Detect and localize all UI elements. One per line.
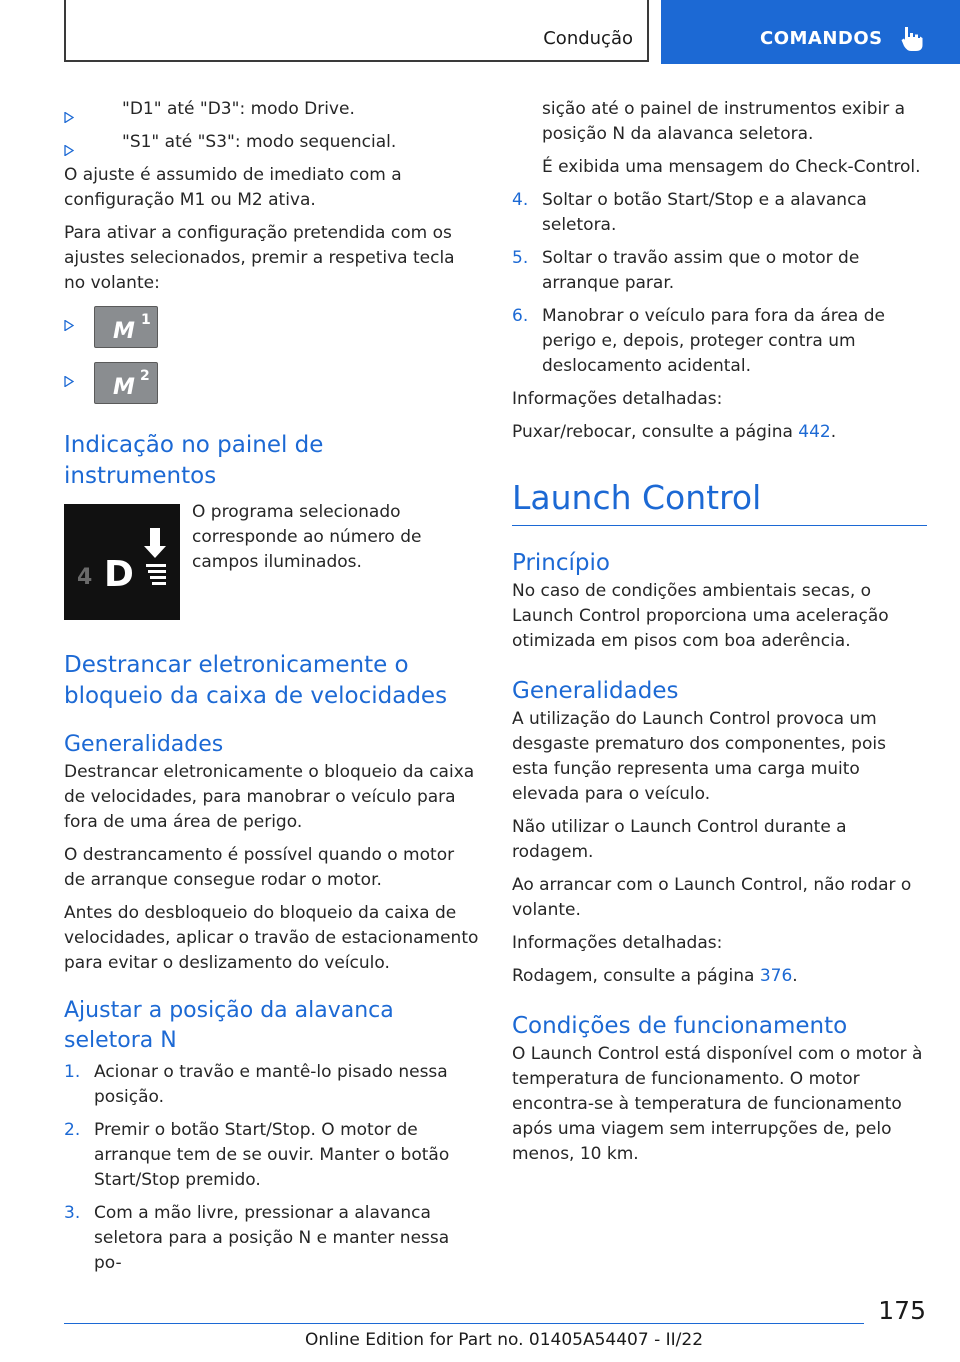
- step-text: Soltar o travão assim que o motor de arranque parar.: [542, 248, 860, 293]
- tow-text: Puxar/rebocar, consulte a página: [512, 422, 799, 442]
- step-text: Premir o botão Start/Stop. O motor de arranque tem de se ouvir. Manter o botão Start/Stop premido.: [94, 1120, 450, 1190]
- m1-button-row: [64, 306, 479, 350]
- step-text: Soltar o botão Start/Stop e a alavanca seletora.: [542, 190, 867, 235]
- footer-divider: [64, 1323, 864, 1324]
- info-label-1: Informações detalhadas:: [512, 389, 723, 409]
- principio-text: No caso de condições ambientais secas, o Launch Control proporciona uma aceleração otimizada em pisos com boa aderência.: [512, 581, 889, 651]
- display-letter: D: [104, 554, 134, 595]
- rodagem-text: Rodagem, consulte a página: [512, 966, 760, 986]
- bullet-triangle-icon: [64, 106, 74, 131]
- bullet-text: "D1" até "D3": modo Drive.: [122, 99, 355, 119]
- list-item: [64, 1060, 479, 1110]
- heading-generalidades-right: Generalidades: [512, 678, 679, 704]
- gen-paragraph-1: Destrancar eletronicamente o bloqueio da caixa de velocidades, para manobrar o veículo para fora de uma área de perigo.: [64, 762, 475, 832]
- display-number: 4: [77, 565, 93, 590]
- header-chapter-label: COMANDOS: [760, 28, 883, 49]
- steps-list-left: [64, 1060, 479, 1276]
- m2-number: 2: [140, 368, 150, 384]
- step-number: 6.: [512, 306, 529, 326]
- header-chapter-tab: [661, 0, 960, 64]
- list-item: [512, 188, 927, 238]
- tow-page-link[interactable]: 442: [798, 422, 831, 442]
- heading-indicacao: Indicação no painel de instrumentos: [64, 432, 324, 489]
- hand-pointer-icon: [901, 26, 923, 60]
- step-text: Com a mão livre, pressionar a alavanca seletora para a posição N e manter nessa po-: [94, 1203, 450, 1273]
- m1-number: 1: [141, 312, 151, 328]
- step3-continuation: sição até o painel de instrumentos exibir a posição N da alavanca seletora.: [542, 99, 906, 144]
- info-label-2: Informações detalhadas:: [512, 933, 723, 953]
- m2-steering-button-icon: [94, 362, 158, 404]
- drive-mode-display-icon: [64, 504, 180, 620]
- tow-reference: Puxar/rebocar, consulte a página 442.: [512, 422, 837, 442]
- m1-steering-button-icon: [94, 306, 158, 348]
- footer-edition: Online Edition for Part no. 01405A54407 - II/22: [305, 1330, 704, 1350]
- steps-list-right: [512, 188, 927, 379]
- display-description: O programa selecionado corresponde ao número de campos iluminados.: [192, 502, 422, 572]
- m1-letter: M: [113, 319, 135, 344]
- page-number: 175: [878, 1296, 926, 1325]
- list-item: [64, 1118, 479, 1193]
- list-item: [512, 246, 927, 296]
- heading-generalidades-left: Generalidades: [64, 732, 224, 757]
- m2-button-row: [64, 362, 479, 406]
- heading-condicoes: Condições de funcionamento: [512, 1013, 848, 1039]
- step-number: 1.: [64, 1062, 81, 1082]
- right-column: [512, 97, 927, 1175]
- bullet-triangle-icon: [64, 370, 74, 395]
- list-item: [512, 304, 927, 379]
- step-text: Manobrar o veículo para fora da área de perigo e, depois, proteger contra um deslocamento acidental.: [542, 306, 885, 376]
- bullet-triangle-icon: [64, 139, 74, 164]
- display-figure: [64, 504, 479, 622]
- rodagem-page-link[interactable]: 376: [759, 966, 793, 986]
- list-item: [64, 97, 479, 122]
- step-number: 4.: [512, 190, 529, 210]
- gen-paragraph-3: Antes do desbloqueio do bloqueio da caixa de velocidades, aplicar o travão de estacionamento para evitar o deslizamento do veículo.: [64, 903, 479, 973]
- gen-right-paragraph-2: Não utilizar o Launch Control durante a rodagem.: [512, 817, 847, 862]
- heading-ajustar: Ajustar a posição da alavanca seletora N: [64, 998, 394, 1053]
- list-item: [64, 1201, 479, 1276]
- heading-destrancar: Destrancar eletronicamente o bloqueio da caixa de velocidades: [64, 652, 448, 709]
- heading-launch-control: Launch Control: [512, 477, 927, 526]
- condicoes-text: O Launch Control está disponível com o motor à temperatura de funcionamento. O motor encontra-se à temperatura de funcionamento após uma viagem sem interrupções de, pelo menos, 10 km.: [512, 1044, 923, 1164]
- gen-right-paragraph-3: Ao arrancar com o Launch Control, não rodar o volante.: [512, 875, 912, 920]
- check-control-note: É exibida uma mensagem do Check-Control.: [542, 157, 921, 177]
- gen-paragraph-2: O destrancamento é possível quando o motor de arranque consegue rodar o motor.: [64, 845, 455, 890]
- heading-principio: Princípio: [512, 550, 610, 576]
- step-number: 2.: [64, 1120, 81, 1140]
- gen-right-paragraph-1: A utilização do Launch Control provoca um desgaste prematuro dos componentes, pois esta função representa uma carga muito elevada para o veículo.: [512, 709, 886, 804]
- m2-letter: M: [113, 375, 135, 400]
- list-item: [64, 130, 479, 155]
- rodagem-reference: Rodagem, consulte a página 376.: [512, 966, 798, 986]
- activate-intro: Para ativar a configuração pretendida com os ajustes selecionados, premir a respetiva tecla no volante:: [64, 223, 455, 293]
- step-number: 3.: [64, 1203, 81, 1223]
- adjust-note: O ajuste é assumido de imediato com a configuração M1 ou M2 ativa.: [64, 165, 402, 210]
- header-section-label: Condução: [543, 28, 633, 49]
- left-column: [64, 97, 479, 1284]
- bullet-text: "S1" até "S3": modo sequencial.: [122, 132, 397, 152]
- step-number: 5.: [512, 248, 529, 268]
- bullet-triangle-icon: [64, 314, 74, 339]
- header-section-box: [64, 0, 649, 62]
- step-text: Acionar o travão e mantê-lo pisado nessa posição.: [94, 1062, 448, 1107]
